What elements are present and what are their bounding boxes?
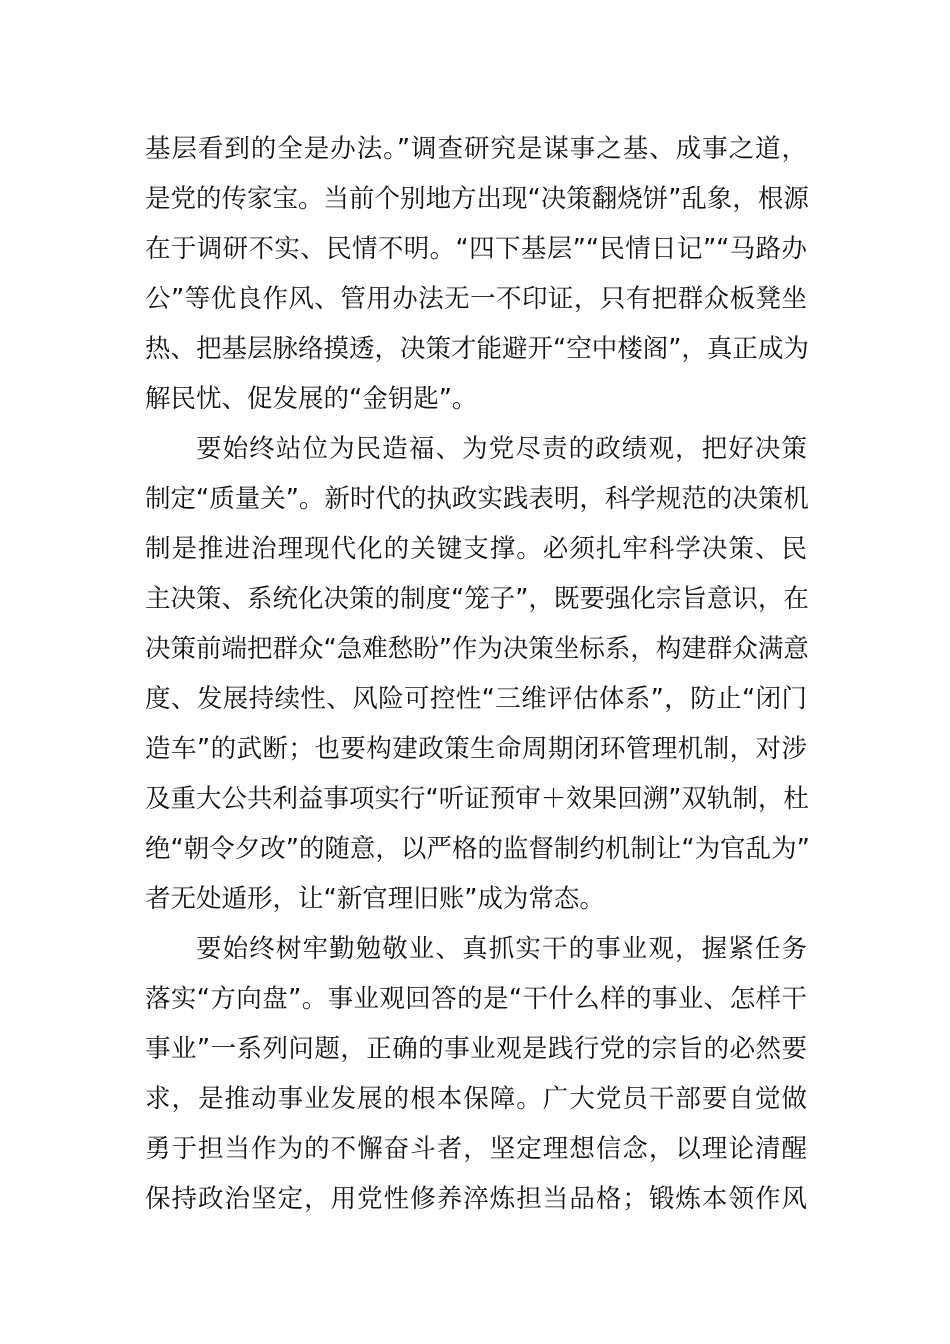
- text-line: 事业”一系列问题，正确的事业观是践行党的宗旨的必然要: [145, 1034, 807, 1064]
- text-line: 求，是推动事业发展的根本保障。广大党员干部要自觉做: [145, 1084, 807, 1114]
- text-line: 造车”的武断；也要构建政策生命周期闭环管理机制，对涉: [145, 734, 807, 764]
- text-line: 基层看到的全是办法。”调查研究是谋事之基、成事之道，: [145, 134, 807, 164]
- text-line: 者无处遁形，让“新官理旧账”成为常态。: [145, 884, 605, 914]
- text-line: 解民忧、促发展的“金钥匙”。: [145, 384, 478, 414]
- paragraph-1: [145, 124, 807, 424]
- text-line: 度、发展持续性、风险可控性“三维评估体系”，防止“闭门: [145, 684, 807, 714]
- text-line: 热、把基层脉络摸透，决策才能避开“空中楼阁”，真正成为: [145, 334, 809, 364]
- document-body: [145, 124, 810, 1224]
- text-line: 落实“方向盘”。事业观回答的是“干什么样的事业、怎样干: [145, 984, 807, 1014]
- text-line: 绝“朝令夕改”的随意，以严格的监督制约机制让“为官乱为”: [145, 834, 810, 864]
- paragraph-3: [145, 924, 807, 1224]
- text-line: 要始终树牢勤勉敬业、真抓实干的事业观，握紧任务: [196, 934, 807, 964]
- text-line: 主决策、系统化决策的制度“笼子”，既要强化宗旨意识，在: [145, 584, 809, 614]
- text-line: 制定“质量关”。新时代的执政实践表明，科学规范的决策机: [145, 484, 809, 514]
- text-line: 勇于担当作为的不懈奋斗者，坚定理想信念，以理论清醒: [145, 1134, 807, 1164]
- text-line: 要始终站位为民造福、为党尽责的政绩观，把好决策: [196, 434, 807, 464]
- text-line: 制是推进治理现代化的关键支撑。必须扎牢科学决策、民: [145, 534, 807, 564]
- text-line: 保持政治坚定，用党性修养淬炼担当品格；锻炼本领作风: [145, 1184, 807, 1214]
- text-line: 及重大公共利益事项实行“听证预审＋效果回溯”双轨制，杜: [145, 784, 809, 814]
- text-line: 是党的传家宝。当前个别地方出现“决策翻烧饼”乱象，根源: [145, 184, 809, 214]
- paragraph-2: [145, 424, 810, 924]
- text-line: 决策前端把群众“急难愁盼”作为决策坐标系，构建群众满意: [145, 634, 809, 664]
- text-line: 公”等优良作风、管用办法无一不印证，只有把群众板凳坐: [145, 284, 807, 314]
- text-line: 在于调研不实、民情不明。“四下基层”“民情日记”“马路办: [145, 234, 807, 264]
